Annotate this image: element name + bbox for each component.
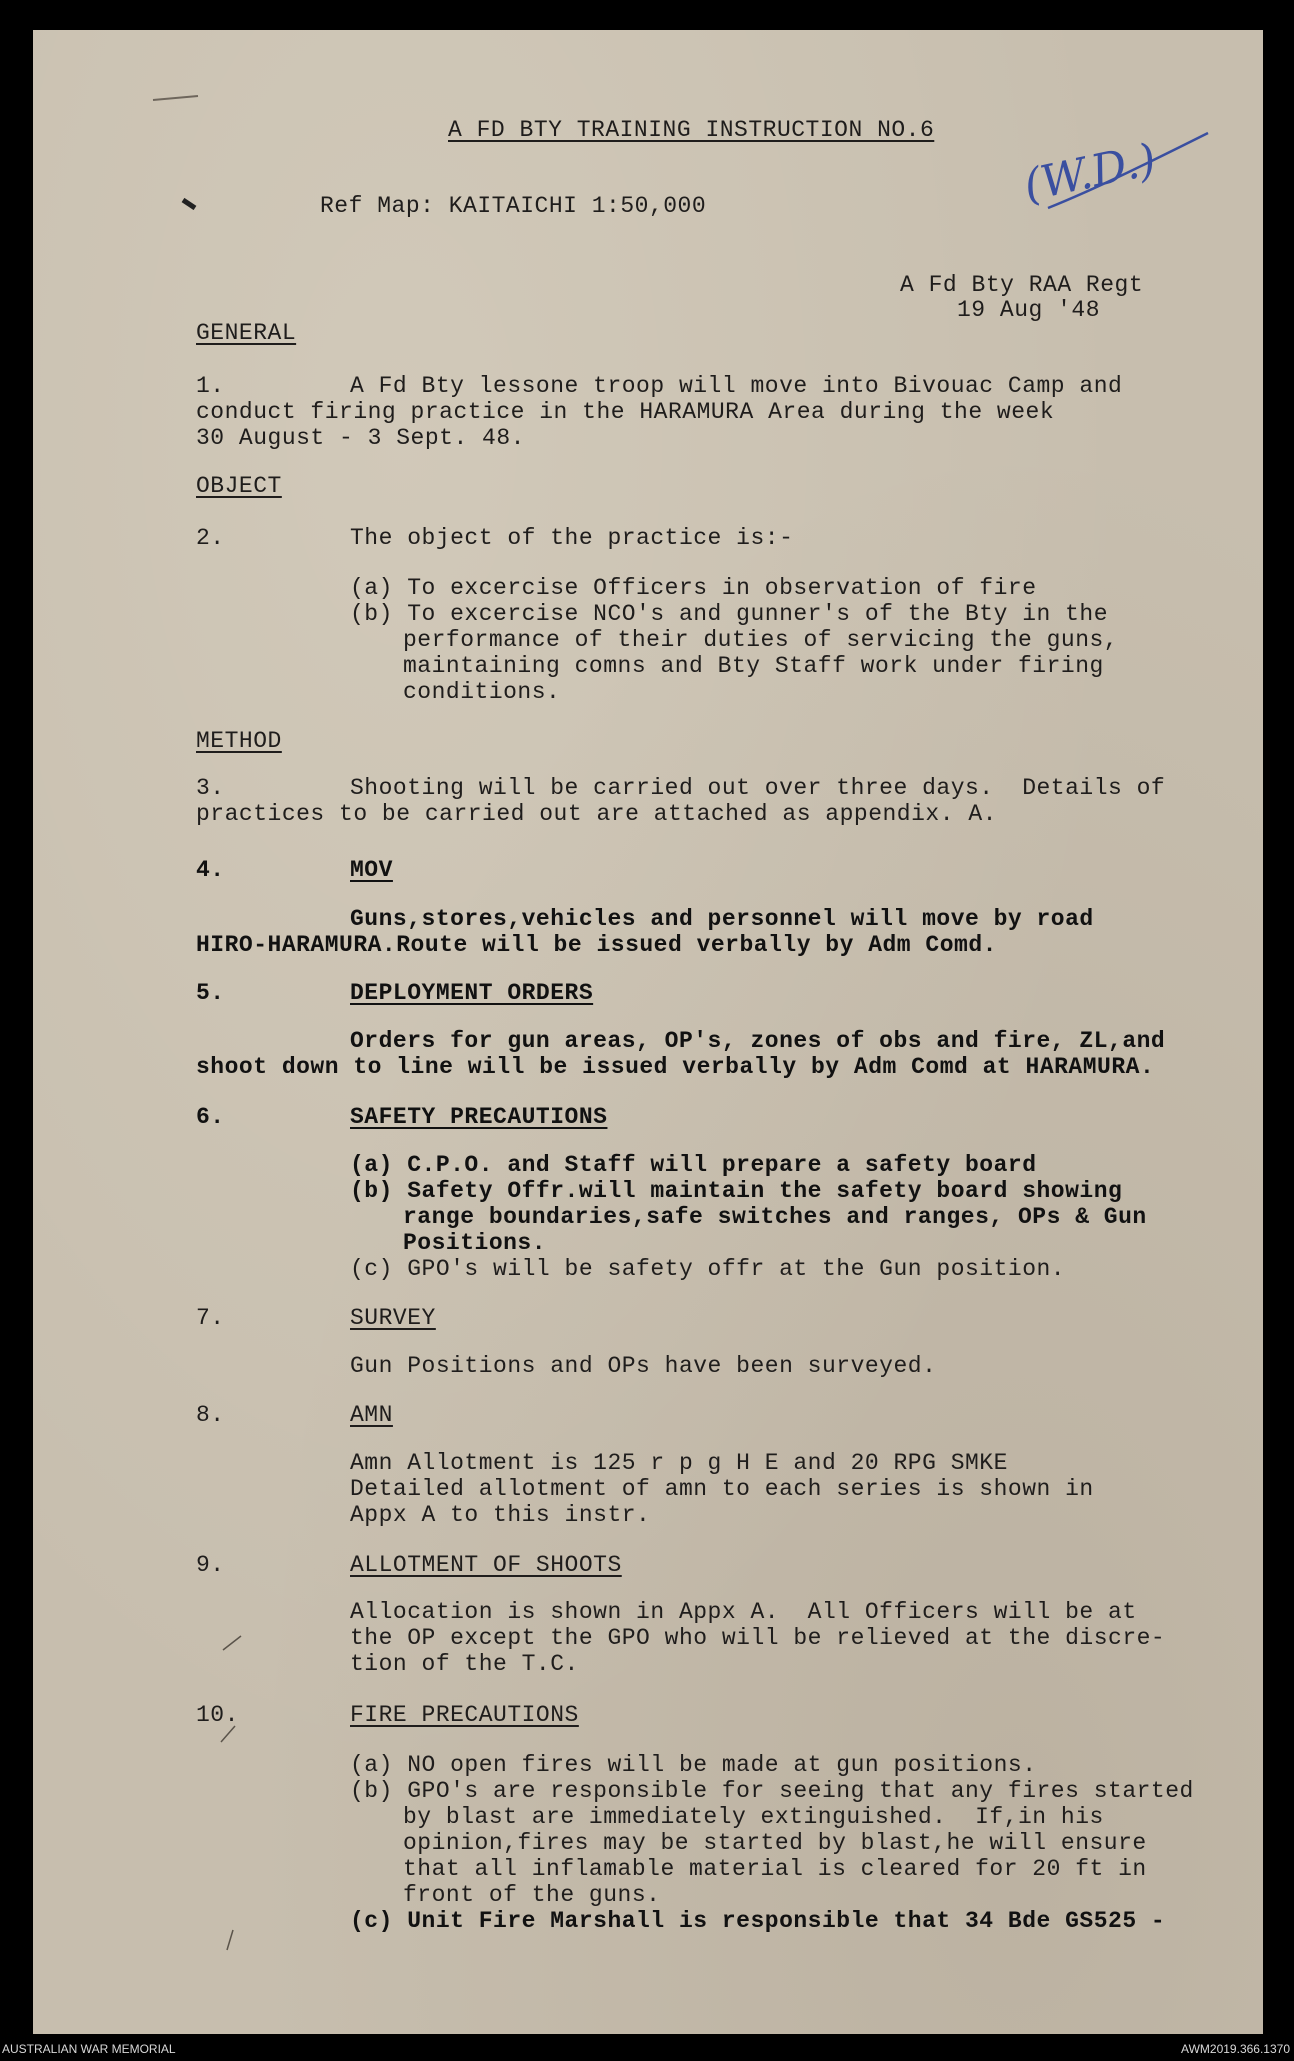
para-number: 2. [196,525,225,551]
text-line: Positions. [403,1230,547,1256]
footer-credit: AUSTRALIAN WAR MEMORIAL [2,2042,176,2056]
text-line: Detailed allotment of amn to each series is shown in [350,1476,1094,1502]
text-line: HIRO-HARAMURA.Route will be issued verbally by Adm Comd. [196,932,997,958]
text-line: opinion,fires may be started by blast,he will ensure [403,1830,1147,1856]
text-line: 30 August - 3 Sept. 48. [196,425,525,451]
heading-allotment-of-shoots: ALLOTMENT OF SHOOTS [350,1552,622,1578]
list-item: (a) NO open fires will be made at gun positions. [350,1752,1037,1778]
text-line: A Fd Bty lessone troop will move into Bivouac Camp and [350,373,1123,399]
footer-accession-number: AWM2019.366.1370 [1181,2042,1290,2056]
text-line: range boundaries,safe switches and ranges, OPs & Gun [403,1204,1147,1230]
para-number: 7. [196,1305,225,1331]
para-number: 5. [196,980,225,1006]
list-item: (a) To excercise Officers in observation of fire [350,575,1037,601]
handwritten-note-text: (W.D.) [1019,134,1161,212]
paper-marks [143,70,203,210]
para-number: 8. [196,1402,225,1428]
text-line: performance of their duties of servicing the guns, [403,627,1119,653]
heading-method: METHOD [196,728,282,754]
list-item: (c) GPO's will be safety offr at the Gun position. [350,1256,1066,1282]
document-title: A FD BTY TRAINING INSTRUCTION NO.6 [448,117,935,143]
issue-date: 19 Aug '48 [957,297,1101,323]
text-line: Gun Positions and OPs have been surveyed. [350,1353,937,1379]
document-page [33,30,1263,2034]
text-line: practices to be carried out are attached as appendix. A. [196,801,997,827]
text-line: that all inflamable material is cleared for 20 ft in [403,1856,1147,1882]
list-item: (a) C.P.O. and Staff will prepare a safety board [350,1152,1037,1178]
para-number: 6. [196,1104,225,1130]
text-line: tion of the T.C. [350,1651,579,1677]
heading-mov: MOV [350,857,393,883]
margin-scratches [213,1630,253,1960]
text-line: Shooting will be carried out over three days. Details of [350,775,1166,801]
text-line: conduct firing practice in the HARAMURA Area during the week [196,399,1055,425]
text-line: Guns,stores,vehicles and personnel will move by road [350,906,1094,932]
issuing-unit: A Fd Bty RAA Regt [900,272,1144,298]
reference-map: Ref Map: KAITAICHI 1:50,000 [320,193,707,219]
list-item: (c) Unit Fire Marshall is responsible that 34 Bde GS525 - [350,1908,1166,1934]
para-number: 9. [196,1552,225,1578]
heading-deployment-orders: DEPLOYMENT ORDERS [350,980,594,1006]
text-line: Amn Allotment is 125 r p g H E and 20 RPG SMKE [350,1450,1008,1476]
text-line: Orders for gun areas, OP's, zones of obs and fire, ZL,and [350,1028,1166,1054]
heading-object: OBJECT [196,473,282,499]
heading-general: GENERAL [196,320,297,346]
para-number: 10. [196,1702,239,1728]
text-line: maintaining comns and Bty Staff work under firing [403,653,1104,679]
list-item: (b) GPO's are responsible for seeing that any fires started [350,1778,1194,1804]
text-line: shoot down to line will be issued verbally by Adm Comd at HARAMURA. [196,1054,1155,1080]
text-line: conditions. [403,679,561,705]
text-line: The object of the practice is:- [350,525,794,551]
heading-fire-precautions: FIRE PRECAUTIONS [350,1702,579,1728]
list-item: (b) To excercise NCO's and gunner's of the Bty in the [350,601,1109,627]
para-number: 3. [196,775,225,801]
text-line: the OP except the GPO who will be relieved at the discre- [350,1625,1166,1651]
heading-amn: AMN [350,1402,393,1428]
text-line: front of the guns. [403,1882,661,1908]
list-item: (b) Safety Offr.will maintain the safety board showing [350,1178,1123,1204]
text-line: Allocation is shown in Appx A. All Officers will be at [350,1599,1137,1625]
text-line: Appx A to this instr. [350,1502,651,1528]
heading-safety-precautions: SAFETY PRECAUTIONS [350,1104,608,1130]
para-number: 1. [196,373,225,399]
para-number: 4. [196,857,225,883]
handwritten-wd-annotation [1018,118,1218,228]
text-line: by blast are immediately extinguished. If,in his [403,1804,1104,1830]
heading-survey: SURVEY [350,1305,436,1331]
